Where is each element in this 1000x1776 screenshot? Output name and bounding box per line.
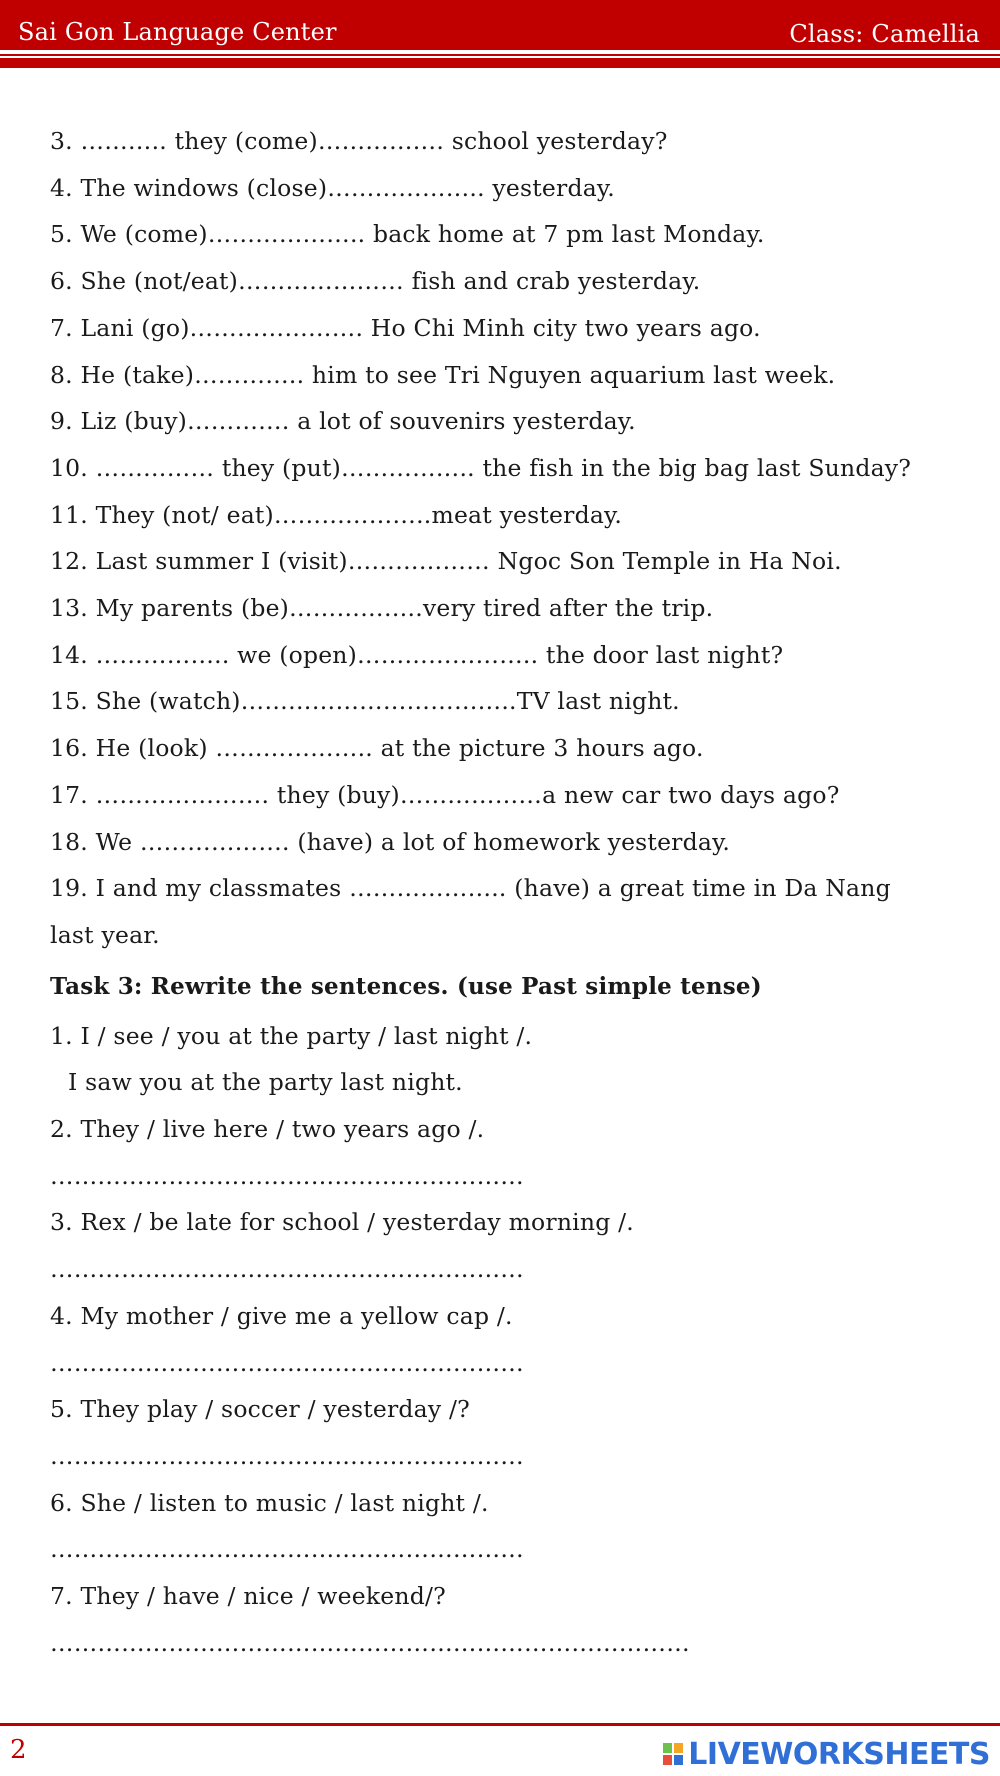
task3-answer-blank[interactable]: …………………………………………………… bbox=[50, 1255, 524, 1284]
task3-answer-blank[interactable]: ……………………………………………………………………… bbox=[50, 1628, 690, 1657]
exercise-line: 11. They (not/ eat)………………..meat yesterday. bbox=[50, 500, 623, 529]
exercise-line: 18. We ………………. (have) a lot of homework yesterday. bbox=[50, 827, 731, 856]
exercise-line: 14. …………….. we (open)………………….. the door last night? bbox=[50, 640, 784, 669]
exercise-line: last year. bbox=[50, 920, 160, 949]
page-header bbox=[0, 0, 1000, 56]
liveworksheets-logo[interactable] bbox=[662, 1737, 990, 1771]
header-bottom-band bbox=[0, 58, 1000, 68]
exercise-line: 3. ……….. they (come)……………. school yesterday? bbox=[50, 127, 668, 155]
exercise-line: 19. I and my classmates ……………….. (have) a great time in Da Nang bbox=[50, 874, 891, 903]
exercise-line: 4. The windows (close)……………….. yesterday. bbox=[50, 173, 615, 202]
header-divider bbox=[0, 50, 1000, 54]
logo-text: LIVEWORKSHEETS bbox=[688, 1736, 990, 1772]
exercise-line: 9. Liz (buy)…………. a lot of souvenirs yesterday. bbox=[50, 407, 636, 436]
exercise-line: 8. He (take)………….. him to see Tri Nguyen aquarium last week. bbox=[50, 360, 836, 389]
exercise-line: 16. He (look) ……………….. at the picture 3 hours ago. bbox=[50, 734, 704, 763]
exercise-line: 12. Last summer I (visit)……………… Ngoc Son Temple in Ha Noi. bbox=[50, 547, 842, 576]
exercise-line: 6. She (not/eat)………………… fish and crab yesterday. bbox=[50, 267, 701, 296]
exercise-line: 10. …………… they (put)…………….. the fish in the big bag last Sunday? bbox=[50, 453, 912, 482]
task3-prompt: 6. She / listen to music / last night /. bbox=[50, 1488, 489, 1517]
task3-answer-blank[interactable]: …………………………………………………… bbox=[50, 1535, 524, 1564]
task3-answer-blank[interactable]: …………………………………………………… bbox=[50, 1161, 524, 1190]
exercise-line: 17. …………………. they (buy)………………a new car two days ago? bbox=[50, 780, 840, 809]
exercise-line: 13. My parents (be)……………..very tired after the trip. bbox=[50, 594, 714, 623]
exercise-line: 15. She (watch)……………………………..TV last night. bbox=[50, 687, 680, 716]
task3-title: Task 3: Rewrite the sentences. (use Past simple tense) bbox=[50, 972, 762, 1000]
task3-answer-blank[interactable]: …………………………………………………… bbox=[50, 1348, 524, 1377]
task3-prompt: 4. My mother / give me a yellow cap /. bbox=[50, 1301, 513, 1330]
task3-answer-blank[interactable]: …………………………………………………… bbox=[50, 1441, 524, 1470]
footer-divider bbox=[0, 1723, 1000, 1726]
task3-answer: I saw you at the party last night. bbox=[68, 1068, 463, 1097]
school-name: Sai Gon Language Center bbox=[18, 18, 337, 46]
task3-prompt: 1. I / see / you at the party / last night /. bbox=[50, 1021, 533, 1050]
class-name: Class: Camellia bbox=[789, 20, 980, 48]
task3-prompt: 2. They / live here / two years ago /. bbox=[50, 1115, 485, 1144]
task3-prompt: 3. Rex / be late for school / yesterday morning /. bbox=[50, 1208, 634, 1237]
liveworksheets-logo-icon bbox=[662, 1741, 684, 1767]
exercise-line: 7. Lani (go)…………………. Ho Chi Minh city two years ago. bbox=[50, 313, 761, 342]
page-number: 2 bbox=[10, 1735, 27, 1765]
worksheet-content bbox=[50, 118, 970, 1667]
task3-prompt: 5. They play / soccer / yesterday /? bbox=[50, 1395, 470, 1424]
task3-prompt: 7. They / have / nice / weekend/? bbox=[50, 1582, 446, 1611]
exercise-line: 5. We (come)……………….. back home at 7 pm last Monday. bbox=[50, 220, 765, 249]
